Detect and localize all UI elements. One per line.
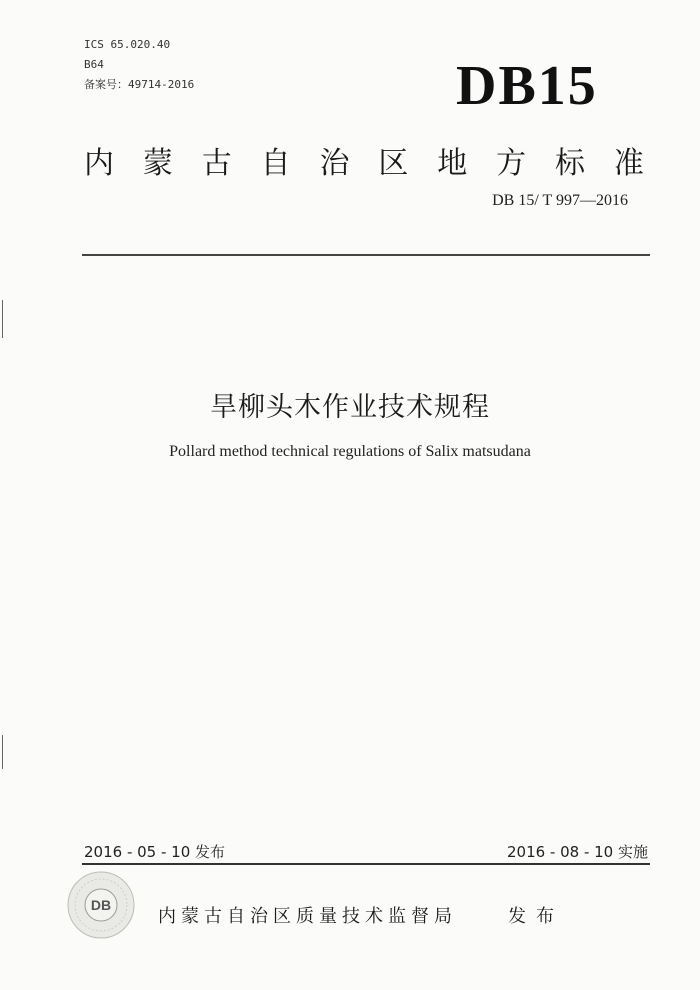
scan-edge-mark — [2, 300, 3, 338]
ics-code: ICS 65.020.40 — [84, 38, 171, 51]
standard-number: DB 15/ T 997—2016 — [492, 192, 628, 209]
top-divider — [82, 254, 650, 256]
standard-type-char: 地 — [437, 146, 468, 181]
issue-date: 2016 - 05 - 10 发布 — [84, 843, 226, 861]
seal-text: DB — [90, 897, 112, 913]
standard-type-char: 自 — [260, 146, 291, 181]
bottom-divider — [82, 863, 650, 865]
effective-date: 2016 - 08 - 10 实施 — [506, 843, 648, 861]
scan-edge-mark — [2, 735, 3, 769]
standard-type-char: 蒙 — [142, 146, 173, 181]
document-title-zh: 旱柳头木作业技术规程 — [210, 392, 490, 423]
ccs-code: B64 — [84, 58, 104, 71]
standard-type-char: 治 — [319, 146, 350, 181]
standard-type-title — [84, 138, 644, 182]
standard-type-char: 标 — [555, 146, 585, 181]
document-title-en: Pollard method technical regulations of Salix matsudana — [169, 443, 531, 460]
standard-type-char: 方 — [496, 146, 527, 181]
publish-label: 发布 — [508, 906, 564, 927]
publisher-name: 内蒙古自治区质量技术监督局 — [158, 906, 457, 927]
standard-type-char: 内 — [84, 146, 114, 181]
standard-type-char: 区 — [378, 146, 409, 181]
standard-type-char: 准 — [613, 146, 644, 181]
publisher-seal-icon — [66, 870, 136, 940]
db15-logo: DB15 — [456, 55, 598, 117]
record-number: 备案号：49714-2016 — [84, 78, 195, 91]
standard-type-char: 古 — [201, 146, 232, 181]
